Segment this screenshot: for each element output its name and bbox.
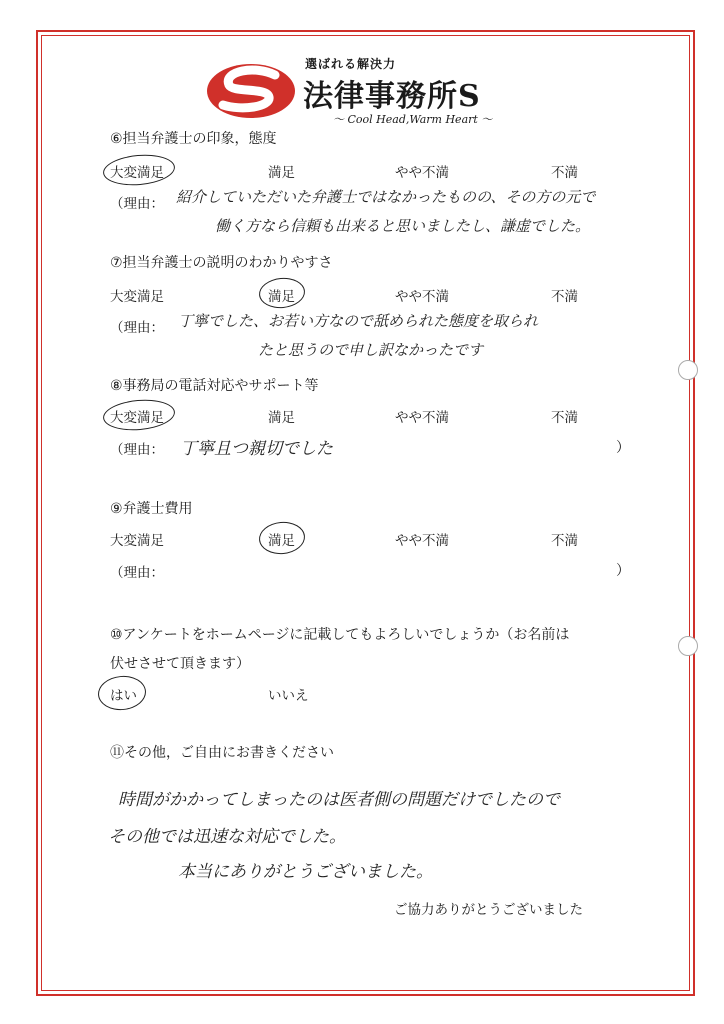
q9-reason-label: （理由： bbox=[110, 565, 164, 581]
q7-title: ⑦担当弁護士の説明のわかりやすさ bbox=[110, 255, 333, 271]
q6-option-very-satisfied[interactable]: 大変満足 bbox=[110, 165, 164, 181]
q11-comment-line-3: 本当にありがとうございました。 bbox=[178, 862, 433, 882]
q8-reason-label: （理由： bbox=[110, 442, 164, 458]
q10-title-line-1: ⑩アンケートをホームページに記載してもよろしいでしょうか（お名前は bbox=[110, 627, 570, 643]
firm-motto: ～ Cool Head,Warm Heart ～ bbox=[333, 113, 493, 126]
q8-reason-close: ） bbox=[616, 440, 630, 456]
closing-thanks: ご協力ありがとうございました bbox=[394, 902, 583, 918]
q6-title: ⑥担当弁護士の印象，態度 bbox=[110, 131, 277, 147]
q7-reason-label: （理由： bbox=[110, 320, 164, 336]
punch-hole-top bbox=[678, 360, 698, 380]
q9-option-dissatisfied[interactable]: 不満 bbox=[551, 533, 578, 549]
q9-option-very-satisfied[interactable]: 大変満足 bbox=[110, 533, 164, 549]
q6-reason-label: （理由： bbox=[110, 196, 164, 212]
firm-name: 法律事務所S bbox=[303, 79, 481, 114]
q7-option-very-satisfied[interactable]: 大変満足 bbox=[110, 289, 164, 305]
q9-option-somewhat-dissatisfied[interactable]: やや不満 bbox=[395, 533, 449, 549]
q8-title: ⑧事務局の電話対応やサポート等 bbox=[110, 378, 319, 394]
q9-reason-close: ） bbox=[616, 563, 630, 579]
q9-title: ⑨弁護士費用 bbox=[110, 501, 193, 517]
q11-comment-line-1: 時間がかかってしまったのは医者側の問題だけでしたので bbox=[118, 790, 560, 810]
q7-option-somewhat-dissatisfied[interactable]: やや不満 bbox=[395, 289, 449, 305]
q6-reason-line-2: 働く方なら信頼も出来ると思いましたし、謙虚でした。 bbox=[215, 217, 591, 235]
q6-reason-line-1: 紹介していただいた弁護士ではなかったものの、その方の元で bbox=[176, 188, 596, 206]
firm-header bbox=[205, 55, 545, 127]
q7-reason-line-2: たと思うので申し訳なかったです bbox=[258, 341, 484, 359]
q8-reason-line-1: 丁寧且つ親切でした bbox=[180, 439, 333, 459]
q6-option-satisfied[interactable]: 満足 bbox=[268, 165, 295, 181]
q10-option-yes[interactable]: はい bbox=[110, 688, 137, 704]
q11-title: ⑪その他，ご自由にお書きください bbox=[110, 745, 334, 761]
q8-option-very-satisfied[interactable]: 大変満足 bbox=[110, 410, 164, 426]
q8-option-satisfied[interactable]: 満足 bbox=[268, 410, 295, 426]
q8-option-somewhat-dissatisfied[interactable]: やや不満 bbox=[395, 410, 449, 426]
q11-comment-line-2: その他では迅速な対応でした。 bbox=[108, 827, 346, 847]
q7-option-satisfied[interactable]: 満足 bbox=[268, 289, 295, 305]
q10-title-line-2: 伏せさせて頂きます） bbox=[110, 656, 250, 672]
q8-option-dissatisfied[interactable]: 不満 bbox=[551, 410, 578, 426]
q9-option-satisfied[interactable]: 満足 bbox=[268, 533, 295, 549]
q6-option-somewhat-dissatisfied[interactable]: やや不満 bbox=[395, 165, 449, 181]
punch-hole-bottom bbox=[678, 636, 698, 656]
q10-option-no[interactable]: いいえ bbox=[268, 688, 309, 704]
q7-option-dissatisfied[interactable]: 不満 bbox=[551, 289, 578, 305]
q6-option-dissatisfied[interactable]: 不満 bbox=[551, 165, 578, 181]
firm-tagline: 選ばれる解決力 bbox=[305, 57, 397, 71]
q7-reason-line-1: 丁寧でした、お若い方なので舐められた態度を取られ bbox=[178, 312, 539, 330]
firm-logo-icon bbox=[205, 61, 297, 121]
